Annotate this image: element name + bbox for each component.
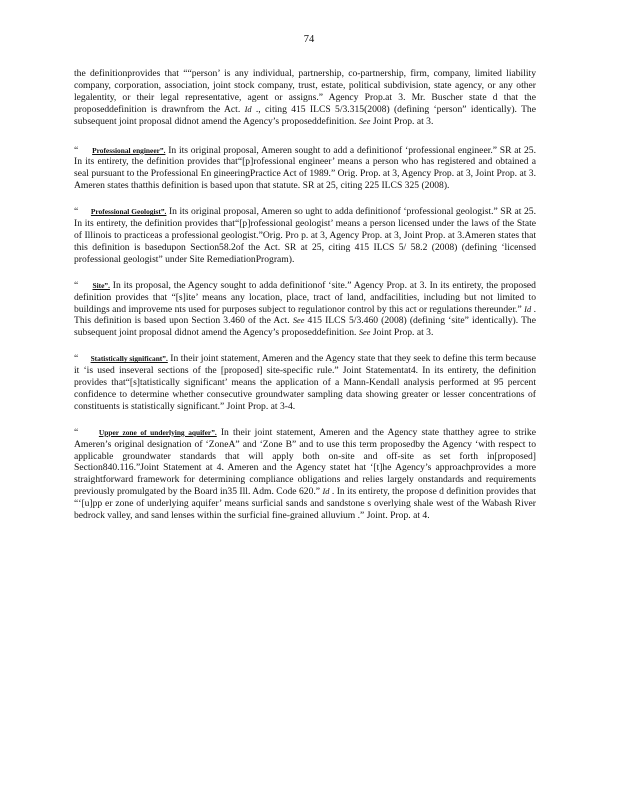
- citation-signal: See: [358, 116, 371, 126]
- paragraph-statistically-significant: [74, 353, 536, 413]
- paragraph-text: ., citing 415 ILCS 5/3.315(2008) (defining ‘person” identically). The subsequent joint proposal didnot amend the Agency’s proposeddefinition.: [74, 103, 536, 127]
- paragraph-text: . In its entirety, the propose d definition provides that “‘[u]pp er zone of underlying aquifer’ means surficial sands and sandstone s overlying shale west of the Wabash River bedrock valley, and sand lenses within the surficial fine-grained alluvium .” Joint. Prop. at 4.: [74, 486, 536, 522]
- paragraph-text: Joint Prop. at 3.: [370, 115, 434, 127]
- defined-term: Professional Geologist”.: [90, 207, 167, 217]
- defined-term: Professional engineer”.: [92, 145, 166, 155]
- lead-quote: “: [74, 353, 91, 365]
- citation-signal: See: [358, 328, 371, 338]
- paragraph-text: In their joint statement, Ameren and the Agency state thatthey agree to strike Ameren’s original designation of ‘ZoneA” and ‘Zone B” and to use this term proposedby the Agency ‘with respect to applicable groundwater standards that will apply both on-site and off-site as set forth in[proposed] Section840.116.”Joint Statement at 4. Ameren and the Agency statet hat ‘[t]he Agency’s approachprovides a more straightforward framework for determining compliance obligations and relies largely onstandards and requirements previously promulgated by the Board in35 Ill. Adm. Code 620.”: [74, 426, 536, 498]
- document-body: [74, 68, 536, 536]
- paragraph-text: the definitionprovides that ““person’ is any individual, partnership, co-partnership, firm, company, limited liability company, corporation, association, joint stock company, trust, estate, political subdivision, state agency, or any other legalentity, or their legal representative, agent or assigns.” Agency Prop.at 3. Mr. Buscher state d that the proposeddefinition is drawnfrom the Act.: [74, 68, 536, 115]
- citation-signal: See: [292, 316, 305, 326]
- paragraph-text: In its original proposal, Ameren so ught to adda definitionof ‘professional geologist.” SR at 25. In its entirety, the definition provides that“[p]rofessional geologist’ means a person licensed under the laws of the State of Illinois to practiceas a professional geologist.”Orig. Pro p. at 3, Agency Prop. at 3, Joint Prop. at 3.Ameren states that this definition is basedupon Section58.2of the Act. SR at 25, citing 415 ILCS 5/ 58.2 (2008) (defining ‘licensed professional geologist” under Site RemediationProgram).: [74, 206, 536, 265]
- citation-signal: Id: [322, 487, 330, 497]
- paragraph-text: . This definition is based upon Section 3.460 of the Act.: [74, 303, 536, 327]
- paragraph-site: [74, 280, 536, 340]
- citation-signal: Id: [244, 104, 252, 114]
- paragraph-professional-engineer: [74, 145, 536, 193]
- paragraph-person-definition: [74, 68, 536, 128]
- paragraph-text: Joint Prop. at 3.: [370, 327, 434, 339]
- lead-quote: “: [74, 279, 93, 291]
- citation-signal: Id: [524, 304, 532, 314]
- defined-term: Site”.: [92, 280, 110, 290]
- defined-term: Upper zone of underlying aquifer”.: [98, 427, 217, 437]
- paragraph-text: In their joint statement, Ameren and the Agency state that they seek to define this term because it ‘is used inseveral sections of the [proposed] site-specific rule.” Joint Statementat4. In its entirety, the definition provides that“[s]tatistically significant’ means the application of a Mann-Kendall analysis performed at 95 percent confidence to determine whether consecutive groundwater sampling data showing greater or lesser concentrations of constituents is statistically significant.” Joint Prop. at 3-4.: [74, 353, 536, 412]
- paragraph-text: In its proposal, the Agency sought to adda definitionof ‘site.” Agency Prop. at 3. In its entirety, the proposed definition provides that “[s]ite’ means any location, place, tract of land, andfacilities, including but not limited to buildings and improveme nts used for purposes subject to regulationor control by this act or regulations thereunder.”: [74, 279, 536, 315]
- paragraph-text: In its original proposal, Ameren sought to add a definitionof ‘professional engineer.” SR at 25. In its entirety, the definition provides that“[p]rofessional engineer’ means a person who has registered and obtained a seal pursuant to the Professional En gineeringPractice Act of 1989.” Orig. Prop. at 3, Agency Prop. at 3, Joint Prop. at 3. Ameren states thatthis definition is based upon that statute. SR at 25, citing 225 ILCS 325 (2008).: [74, 144, 536, 192]
- page-number: 74: [303, 34, 315, 45]
- paragraph-text: 415 ILCS 5/3.460 (2008) (defining ‘site” identically). The subsequent joint proposal didnot amend the Agency’s proposeddefinition.: [74, 315, 536, 339]
- paragraph-professional-geologist: [74, 206, 536, 266]
- lead-quote: “: [74, 206, 91, 218]
- lead-quote: “: [74, 426, 99, 438]
- defined-term: Statistically significant”.: [90, 354, 168, 364]
- lead-quote: “: [74, 144, 93, 156]
- paragraph-upper-zone-aquifer: [74, 427, 536, 522]
